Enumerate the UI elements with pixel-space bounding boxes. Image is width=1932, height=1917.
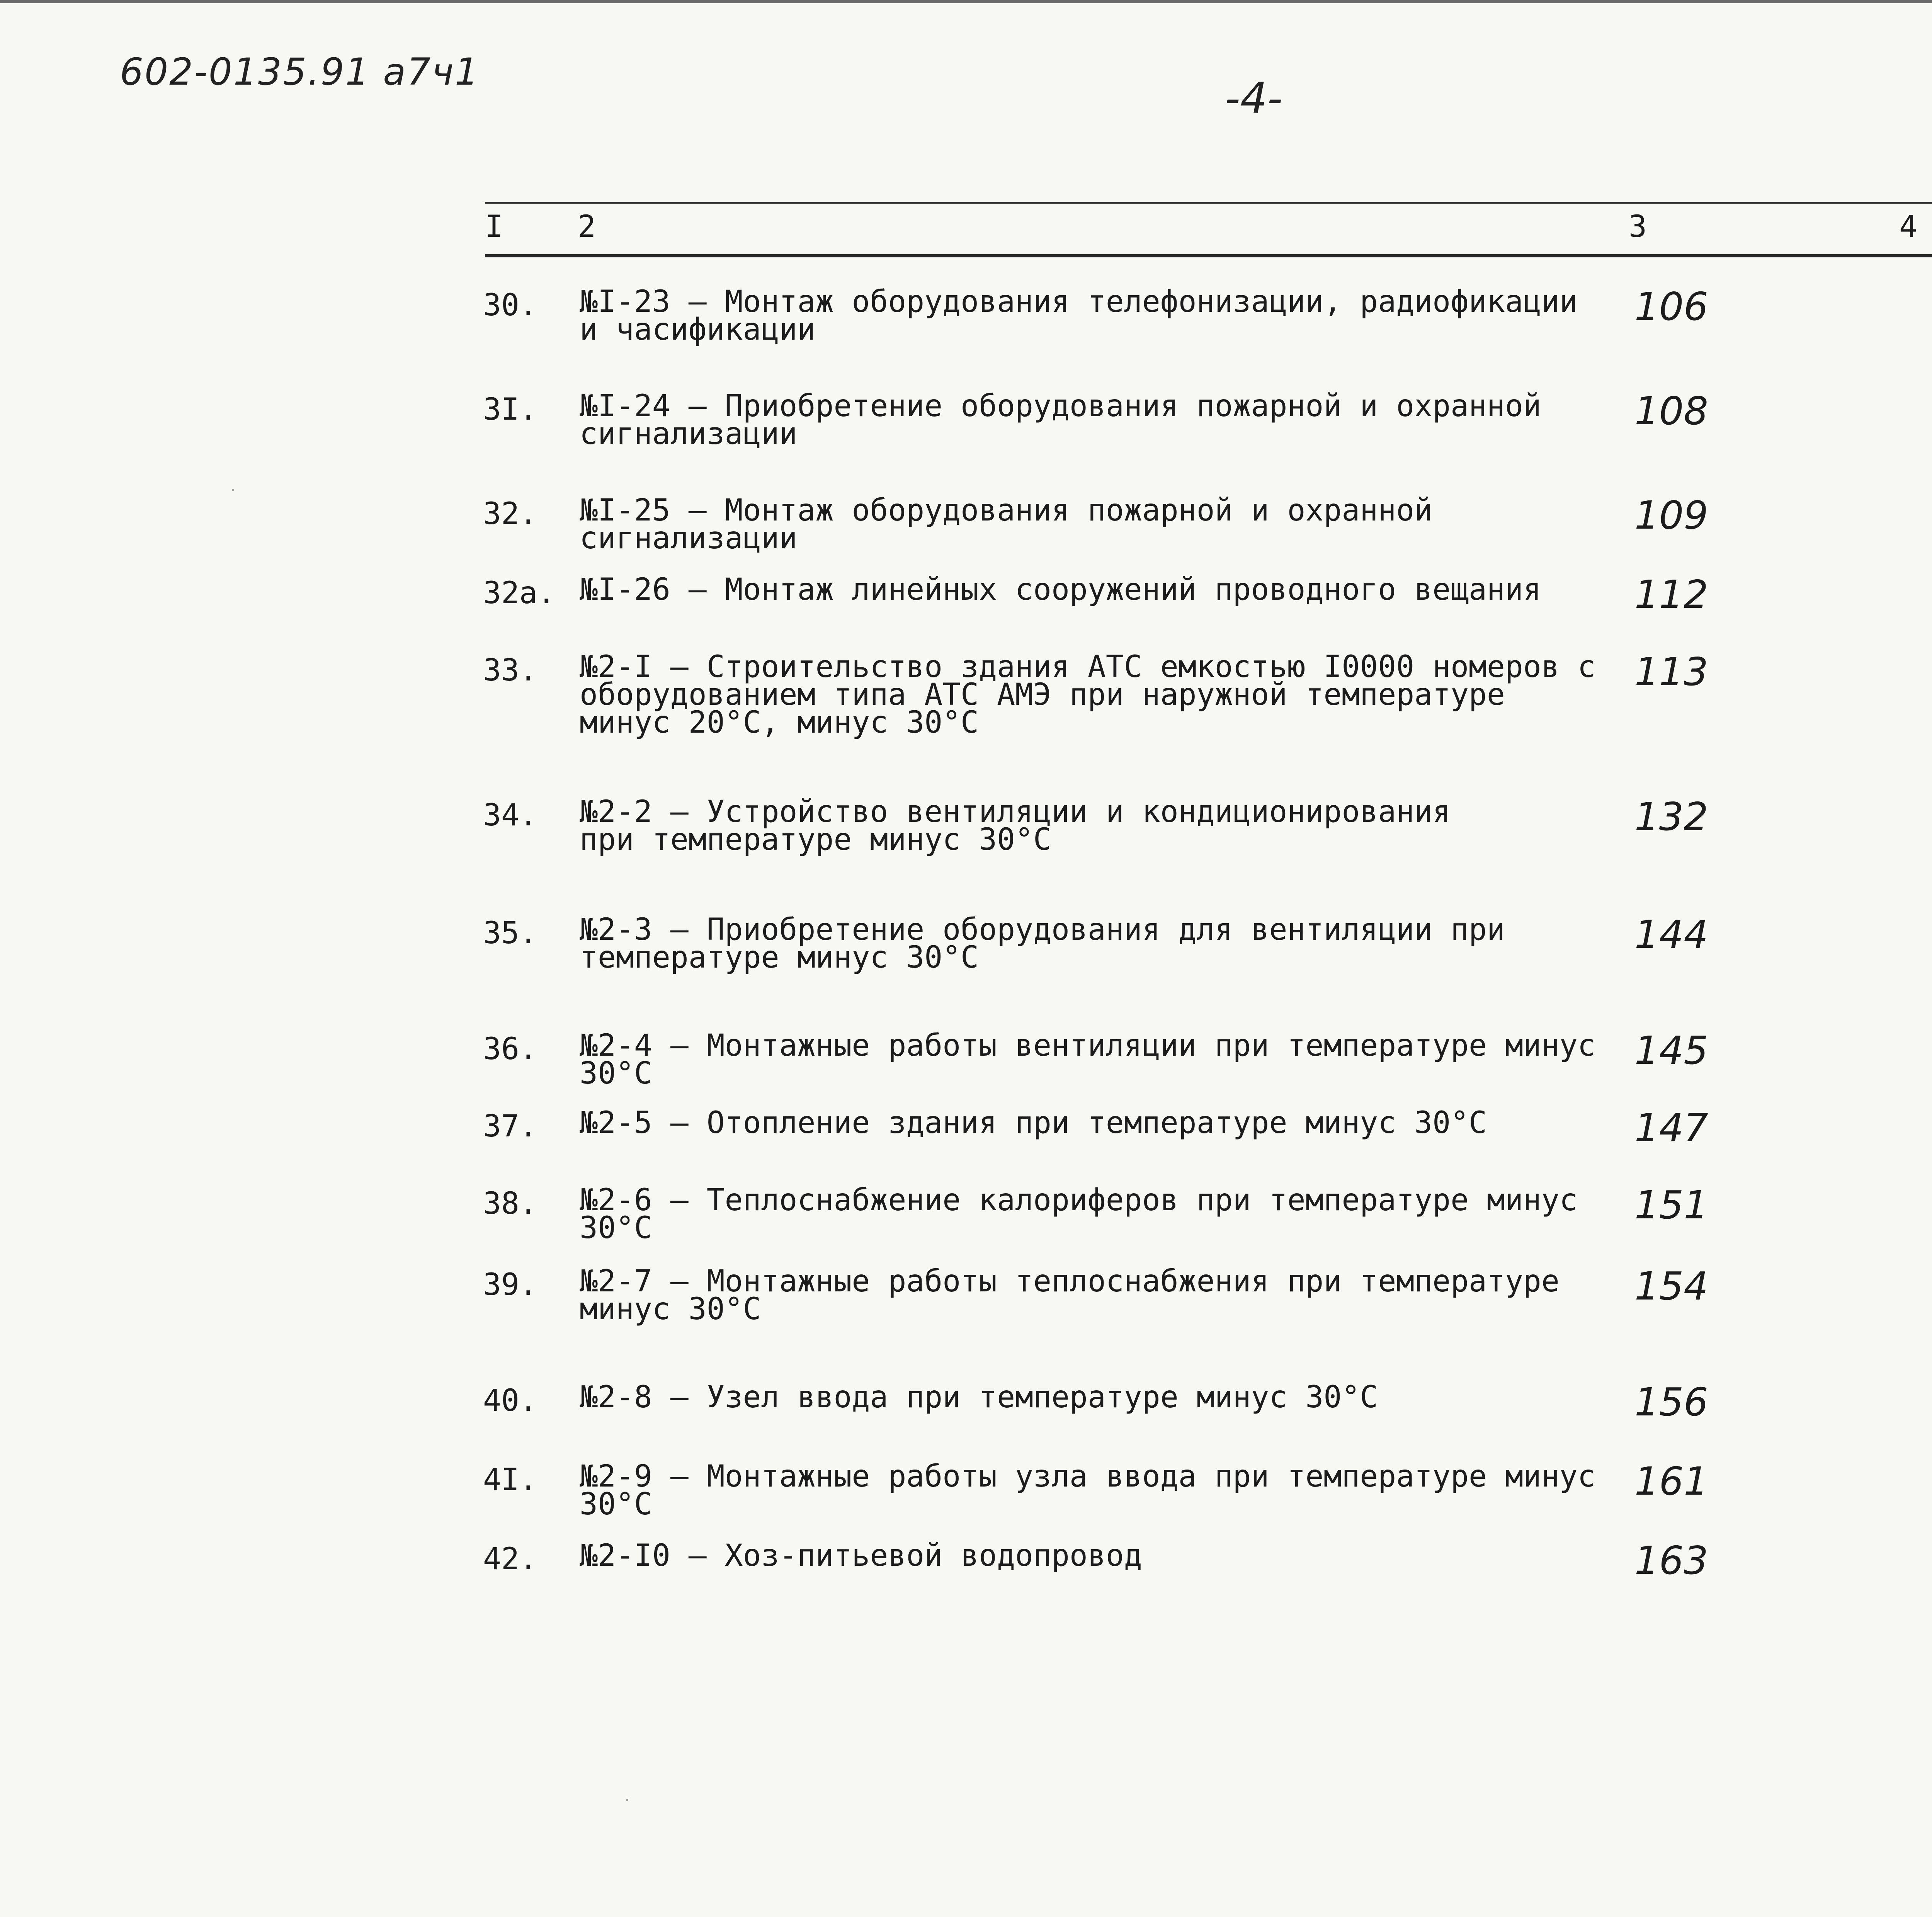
row-description: №2-I0 – Хоз-питьевой водопровод — [580, 1538, 1142, 1573]
row-page: 161 — [1634, 1459, 1708, 1504]
page-number: -4- — [1225, 73, 1283, 123]
row-number: 36. — [483, 1032, 537, 1067]
row-description: №I-25 – Монтаж оборудования пожарной и охранной сигнализации — [580, 493, 1433, 556]
scan-speck — [232, 489, 234, 491]
header-rule-bottom — [485, 254, 1932, 257]
page-top-border — [0, 0, 1932, 3]
row-description: №2-5 – Отопление здания при температуре минус 30°С — [580, 1106, 1487, 1140]
row-description: №I-24 – Приобретение оборудования пожарной и охранной сигнализации — [580, 389, 1541, 451]
row-page: 132 — [1634, 794, 1708, 839]
row-description: №2-8 – Узел ввода при температуре минус 30°С — [580, 1380, 1378, 1415]
row-number: 39. — [483, 1267, 537, 1302]
row-number: 32а. — [483, 576, 556, 611]
row-page: 112 — [1634, 572, 1708, 617]
row-page: 113 — [1634, 649, 1708, 694]
row-page: 109 — [1634, 493, 1708, 538]
row-number: 35. — [483, 916, 537, 951]
row-number: 42. — [483, 1542, 537, 1577]
table-header — [485, 197, 1932, 251]
row-number: 3I. — [483, 392, 537, 427]
row-number: 33. — [483, 653, 537, 688]
row-number: 34. — [483, 798, 537, 833]
row-page: 144 — [1634, 912, 1708, 957]
column-header-1: I — [485, 209, 503, 244]
row-description: №2-9 – Монтажные работы узла ввода при температуре минус 30°С — [580, 1459, 1596, 1522]
row-description: №2-4 – Монтажные работы вентиляции при температуре минус 30°С — [580, 1028, 1596, 1091]
row-page: 145 — [1634, 1028, 1708, 1073]
row-number: 38. — [483, 1186, 537, 1221]
row-page: 108 — [1634, 388, 1708, 434]
row-number: 40. — [483, 1383, 537, 1418]
row-number: 30. — [483, 288, 537, 323]
column-header-4: 4 — [1899, 209, 1917, 244]
column-header-3: 3 — [1629, 209, 1647, 244]
row-number: 32. — [483, 497, 537, 531]
column-header-2: 2 — [578, 209, 596, 244]
row-page: 147 — [1634, 1105, 1708, 1150]
row-page: 154 — [1634, 1264, 1708, 1309]
row-description: №I-23 – Монтаж оборудования телефонизации, радиофикации и часификации — [580, 284, 1578, 347]
header-rule-top — [485, 202, 1932, 204]
row-page: 106 — [1634, 284, 1708, 329]
row-description: №2-7 – Монтажные работы теплоснабжения при температуре минус 30°С — [580, 1264, 1560, 1327]
scan-speck — [626, 1799, 628, 1801]
row-description: №2-3 – Приобретение оборудования для вентиляции при температуре минус 30°С — [580, 912, 1505, 975]
row-description: №2-6 – Теплоснабжение калориферов при температуре минус 30°С — [580, 1183, 1578, 1245]
row-page: 163 — [1634, 1538, 1708, 1583]
row-number: 4I. — [483, 1463, 537, 1497]
row-description: №2-I – Строительство здания АТС емкостью I0000 номеров с оборудованием типа АТС АМЭ при наружной температуре минус 20°С, минус 30°С — [580, 650, 1596, 740]
row-number: 37. — [483, 1109, 537, 1144]
document-code: 602-0135.91 а7ч1 — [120, 50, 480, 94]
row-description: №2-2 – Устройство вентиляции и кондиционирования при температуре минус 30°С — [580, 794, 1451, 857]
row-page: 151 — [1634, 1182, 1708, 1228]
row-page: 156 — [1634, 1379, 1708, 1425]
row-description: №I-26 – Монтаж линейных сооружений проводного вещания — [580, 572, 1541, 607]
